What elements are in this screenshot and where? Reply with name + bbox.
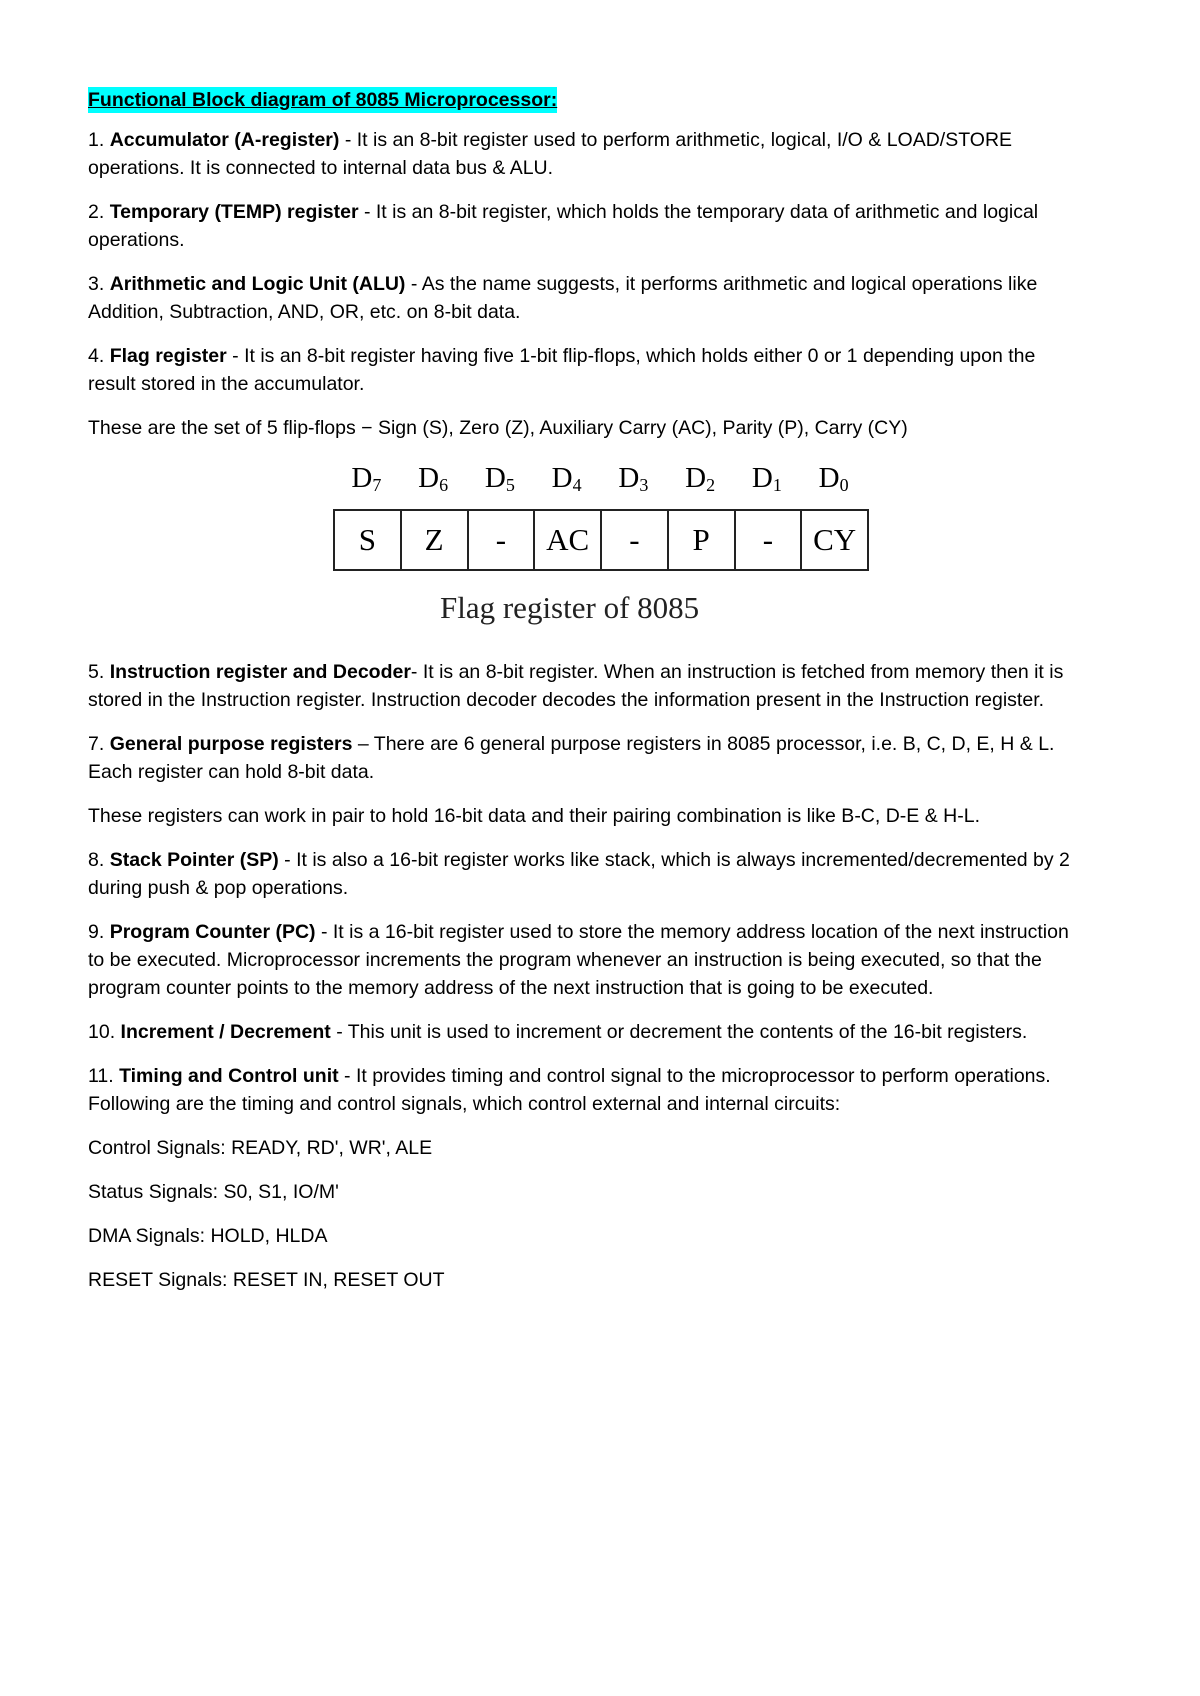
flag-cell: - <box>602 511 669 569</box>
flag-cell: - <box>736 511 803 569</box>
item-timing-control: 11. Timing and Control unit - It provides timing and control signal to the microprocessor to perform operations. Following are the timing and control signals, which control external and internal circuits: <box>88 1065 1051 1115</box>
flag-register-table <box>333 509 869 571</box>
item-flag-register: 4. Flag register - It is an 8-bit register having five 1-bit flip-flops, which holds either 0 or 1 depending upon the result stored in the accumulator. <box>88 345 1036 395</box>
flag-register-figure <box>333 458 893 658</box>
status-signals: Status Signals: S0, S1, IO/M' <box>88 1181 339 1203</box>
item-term: Increment / Decrement <box>120 1021 331 1043</box>
flag-cell: AC <box>535 511 602 569</box>
flag-cell: CY <box>813 522 857 557</box>
item-stack-pointer: 8. Stack Pointer (SP) - It is also a 16-bit register works like stack, which is always incremented/decremented by 2 during push & pop operations. <box>88 849 1070 899</box>
item-term: Arithmetic and Logic Unit (ALU) <box>109 273 406 295</box>
item-instruction-register: 5. Instruction register and Decoder- It is an 8-bit register. When an instruction is fetched from memory then it is stored in the Instruction register. Instruction decoder decodes the information present in the Instruction register. <box>88 661 1064 711</box>
pair-note: These registers can work in pair to hold 16-bit data and their pairing combination is like B-C, D-E & H-L. <box>88 805 980 827</box>
bit-label-d1: $D_1$ <box>751 462 782 495</box>
flag-cell: - <box>469 511 536 569</box>
item-term: Temporary (TEMP) register <box>109 201 359 223</box>
flag-cell: Z <box>402 511 469 569</box>
item-general-purpose-registers: 7. General purpose registers – There are 6 general purpose registers in 8085 processor, i.e. B, C, D, E, H & L. Each register can hold 8-bit data. <box>88 733 1055 783</box>
bit-label-d2: $D_2$ <box>685 462 716 495</box>
item-term: Instruction register and Decoder <box>109 661 411 683</box>
bit-label-d6: $D_6$ <box>418 462 449 495</box>
flag-cell: P <box>669 511 736 569</box>
bit-label-d0: $D_0$ <box>818 462 849 495</box>
dma-signals: DMA Signals: HOLD, HLDA <box>88 1225 328 1247</box>
flag-cell: S <box>335 511 402 569</box>
item-term: General purpose registers <box>109 733 353 755</box>
item-program-counter: 9. Program Counter (PC) - It is a 16-bit register used to store the memory address location of the next instruction to be executed. Microprocessor increments the program whenever an instruction is being executed, so that the program counter points to the memory address of the next instruction that is going to be executed. <box>88 921 1069 999</box>
bit-label-d7: $D_7$ <box>351 462 382 495</box>
flag-bit-labels <box>333 458 867 498</box>
item-term: Stack Pointer (SP) <box>109 849 279 871</box>
item-term: Accumulator (A-register) <box>109 129 340 151</box>
page-title: Functional Block diagram of 8085 Microprocessor: <box>88 89 558 111</box>
document-page <box>88 86 1088 1310</box>
bit-label-d4: $D_4$ <box>551 462 582 495</box>
item-increment-decrement: 10. Increment / Decrement - This unit is used to increment or decrement the contents of the 16-bit registers. <box>88 1021 1028 1043</box>
bit-label-d5: $D_5$ <box>484 462 515 495</box>
flag-note: These are the set of 5 flip-flops − Sign (S), Zero (Z), Auxiliary Carry (AC), Parity (P), Carry (CY) <box>88 417 908 439</box>
item-term: Program Counter (PC) <box>109 921 316 943</box>
bit-label-d3: $D_3$ <box>618 462 649 495</box>
item-term: Timing and Control unit <box>119 1065 339 1087</box>
control-signals: Control Signals: READY, RD', WR', ALE <box>88 1137 433 1159</box>
item-accumulator: 1. Accumulator (A-register) - It is an 8-bit register used to perform arithmetic, logical, I/O & LOAD/STORE operations. It is connected to internal data bus & ALU. <box>88 129 1013 179</box>
figure-caption: Flag register of 8085 <box>440 590 700 625</box>
item-term: Flag register <box>109 345 227 367</box>
reset-signals: RESET Signals: RESET IN, RESET OUT <box>88 1269 445 1291</box>
item-alu: 3. Arithmetic and Logic Unit (ALU) - As the name suggests, it performs arithmetic and logical operations like Addition, Subtraction, AND, OR, etc. on 8-bit data. <box>88 273 1038 323</box>
item-temp-register: 2. Temporary (TEMP) register - It is an 8-bit register, which holds the temporary data of arithmetic and logical operations. <box>88 201 1039 251</box>
